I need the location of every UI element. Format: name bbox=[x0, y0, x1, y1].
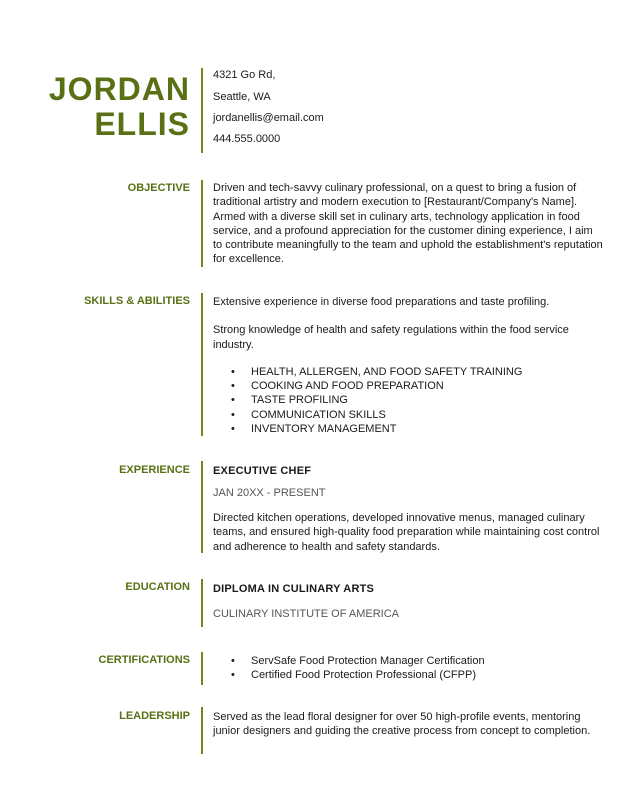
leadership-text: Served as the lead floral designer for over 50 high-profile events, mentoring junior designers and guiding the creative process from concept to completion. bbox=[213, 711, 591, 738]
list-item: • ServSafe Food Protection Manager Certification bbox=[231, 655, 485, 667]
list-item: • Certified Food Protection Professional (CFPP) bbox=[231, 669, 476, 682]
bullet-icon: • bbox=[231, 655, 235, 667]
job-title: EXECUTIVE CHEF bbox=[213, 465, 312, 477]
list-item: • COOKING AND FOOD PREPARATION bbox=[231, 380, 444, 393]
certifications-content bbox=[213, 654, 603, 682]
certifications-label: CERTIFICATIONS bbox=[98, 654, 190, 666]
skills-paragraph-1: Extensive experience in diverse food preparations and taste profiling. bbox=[213, 296, 550, 308]
objective-text: Driven and tech-savvy culinary professional, on a quest to bring a fusion of traditional artistry and modern execution to [Restaurant/Company's Name]. Armed with a diverse skill set in culinary arts, technology application in food service, and a profound appreciation for the customer dining experience, I aim to contribute meaningfully to the team and uphold the establishment's reputation for excellence. bbox=[213, 182, 603, 266]
job-dates: JAN 20XX - PRESENT bbox=[213, 487, 326, 499]
leadership-divider bbox=[201, 707, 203, 754]
address-line-1: 4321 Go Rd, bbox=[213, 69, 276, 81]
skills-list bbox=[213, 365, 603, 436]
experience-divider bbox=[201, 461, 203, 553]
skills-divider bbox=[201, 293, 203, 436]
certifications-divider bbox=[201, 652, 203, 685]
bullet-icon: • bbox=[231, 365, 235, 378]
school: CULINARY INSTITUTE OF AMERICA bbox=[213, 608, 400, 620]
list-item: • INVENTORY MANAGEMENT bbox=[231, 422, 397, 435]
first-name: JORDAN bbox=[48, 71, 190, 107]
education-label: EDUCATION bbox=[125, 581, 190, 593]
bullet-icon: • bbox=[231, 669, 235, 682]
bullet-icon: • bbox=[231, 394, 235, 407]
skills-paragraph-2: Strong knowledge of health and safety regulations within the food service industry. bbox=[213, 324, 569, 351]
address-line-2: Seattle, WA bbox=[213, 91, 271, 103]
bullet-icon: • bbox=[231, 408, 235, 421]
degree: DIPLOMA IN CULINARY ARTS bbox=[213, 583, 375, 595]
bullet-icon: • bbox=[231, 422, 235, 435]
skills-content bbox=[213, 295, 603, 436]
phone: 444.555.0000 bbox=[213, 133, 281, 145]
certifications-list bbox=[213, 654, 603, 682]
job-description: Directed kitchen operations, developed innovative menus, managed culinary teams, and ensured high-quality food preparation while maintaining cost control and adherence to health and safety standards. bbox=[213, 512, 600, 553]
experience-label: EXPERIENCE bbox=[119, 464, 190, 476]
bullet-icon: • bbox=[231, 380, 235, 393]
skills-label: SKILLS & ABILITIES bbox=[84, 295, 190, 307]
objective-label: OBJECTIVE bbox=[127, 182, 190, 194]
education-divider bbox=[201, 579, 203, 627]
list-item: • COMMUNICATION SKILLS bbox=[231, 408, 386, 421]
objective-divider bbox=[201, 180, 203, 267]
email: jordanellis@email.com bbox=[213, 112, 324, 124]
list-item: • TASTE PROFILING bbox=[231, 394, 348, 407]
leadership-label: LEADERSHIP bbox=[119, 710, 190, 722]
list-item: • HEALTH, ALLERGEN, AND FOOD SAFETY TRAINING bbox=[231, 365, 523, 378]
header-divider bbox=[201, 68, 203, 153]
last-name: ELLIS bbox=[94, 106, 190, 142]
